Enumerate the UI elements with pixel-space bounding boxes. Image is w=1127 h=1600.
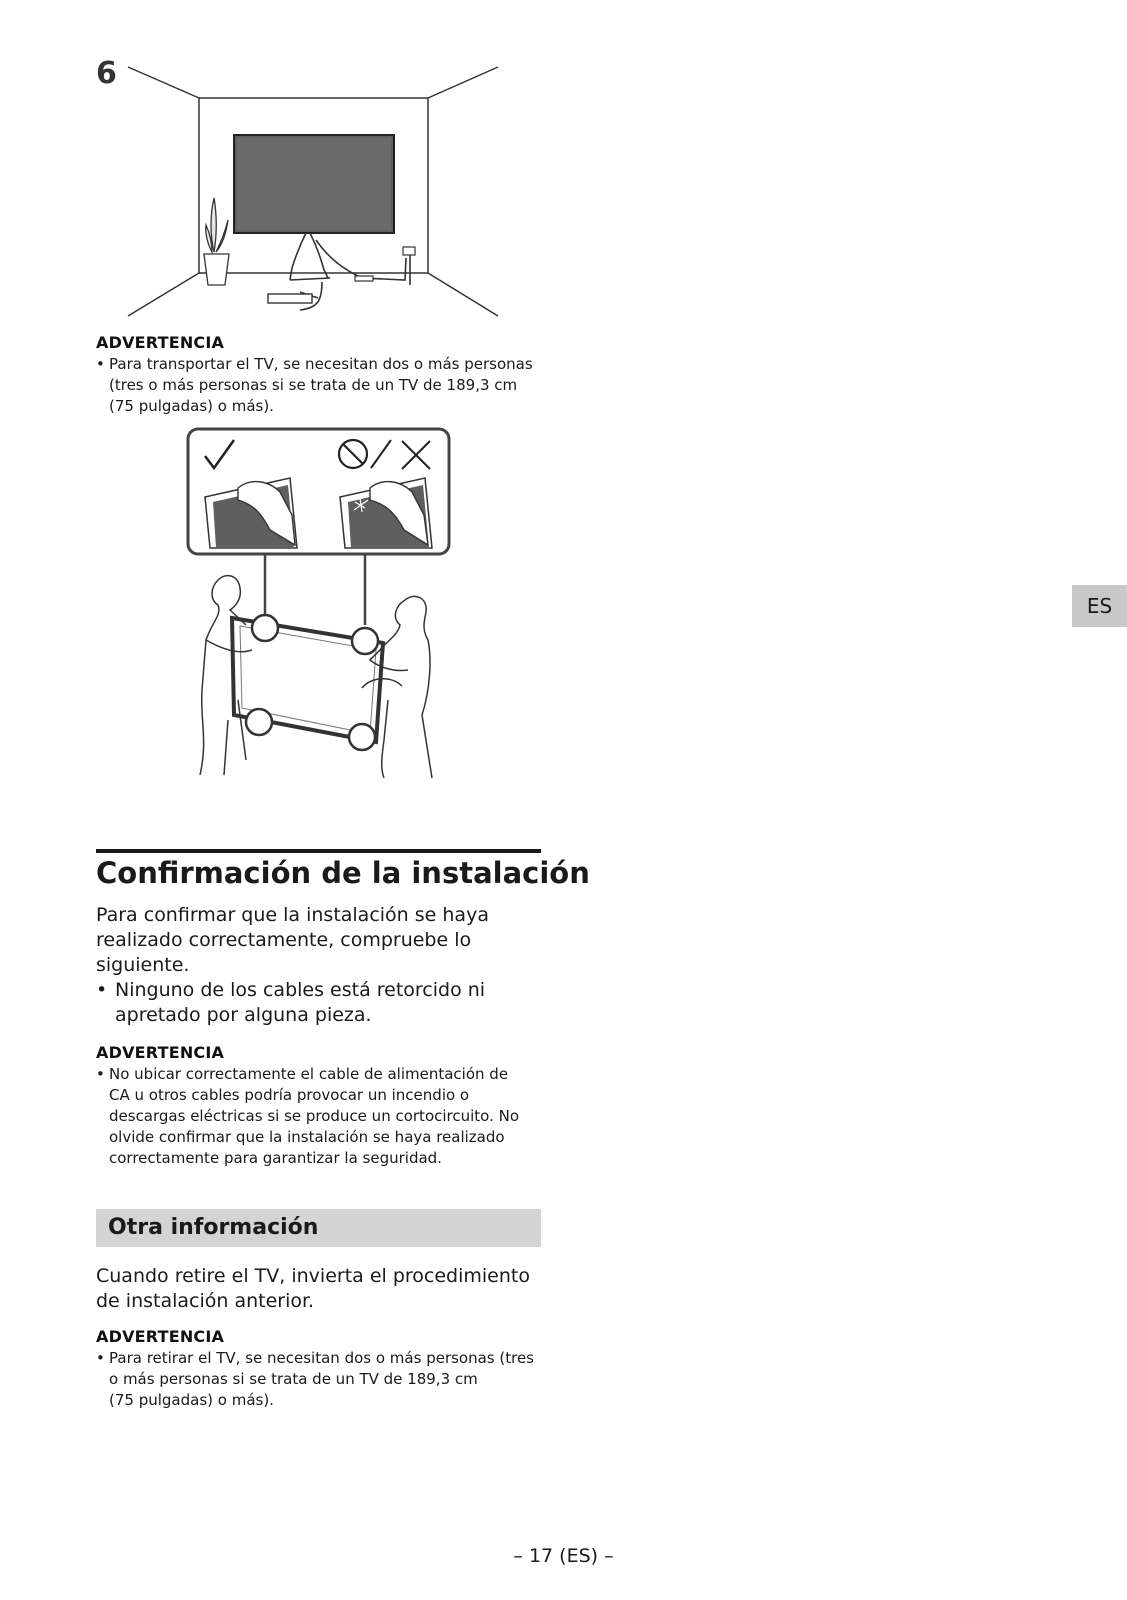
bullet: • [96, 1349, 105, 1367]
warning-title: ADVERTENCIA [96, 333, 225, 352]
warning-line: No ubicar correctamente el cable de alimentación de [109, 1065, 509, 1083]
body-line: siguiente. [96, 954, 190, 976]
section-title-otra-informacion: Otra información [108, 1215, 319, 1240]
warning-title: ADVERTENCIA [96, 1327, 225, 1346]
language-tab: ES [1072, 585, 1127, 627]
body-line: de instalación anterior. [96, 1290, 315, 1312]
tv-screen [234, 135, 394, 233]
warning-line: CA u otros cables podría provocar un incendio o [109, 1086, 470, 1104]
warning-line: correctamente para garantizar la seguridad. [109, 1149, 442, 1167]
step-number: 6 [96, 56, 117, 91]
warning-line: (75 pulgadas) o más). [109, 397, 274, 415]
section1-body [96, 903, 546, 1028]
warning-line: Para retirar el TV, se necesitan dos o más personas (tres [109, 1349, 534, 1367]
warning-cables [96, 1043, 556, 1169]
bullet: • [96, 1065, 105, 1083]
warning-line: (tres o más personas si se trata de un TV de 189,3 cm [109, 376, 518, 394]
bullet: • [96, 979, 108, 1001]
cross-icon [402, 441, 430, 469]
body-line: apretado por alguna pieza. [115, 1004, 372, 1026]
warning-line: descargas eléctricas si se produce un cortocircuito. No [109, 1107, 520, 1125]
bullet: • [96, 355, 105, 373]
warning-line: (75 pulgadas) o más). [109, 1391, 274, 1409]
section2-body [96, 1264, 546, 1314]
body-line: realizado correctamente, compruebe lo [96, 929, 472, 951]
prohibition-icon [339, 440, 367, 468]
warning-transport [96, 333, 556, 417]
warning-title: ADVERTENCIA [96, 1043, 225, 1062]
check-icon [205, 440, 234, 468]
section-title-confirmacion: Confirmación de la instalación [96, 856, 590, 890]
heading-rule [96, 849, 541, 853]
page-number: – 17 (ES) – [513, 1545, 614, 1567]
warning-line: o más personas si se trata de un TV de 189,3 cm [109, 1370, 478, 1388]
warning-removal [96, 1327, 556, 1411]
body-line: Ninguno de los cables está retorcido ni [115, 979, 486, 1001]
body-line: Cuando retire el TV, invierta el procedimiento [96, 1265, 530, 1287]
body-line: Para confirmar que la instalación se haya [96, 904, 489, 926]
warning-line: Para transportar el TV, se necesitan dos o más personas [109, 355, 533, 373]
warning-line: olvide confirmar que la instalación se haya realizado [109, 1128, 505, 1146]
